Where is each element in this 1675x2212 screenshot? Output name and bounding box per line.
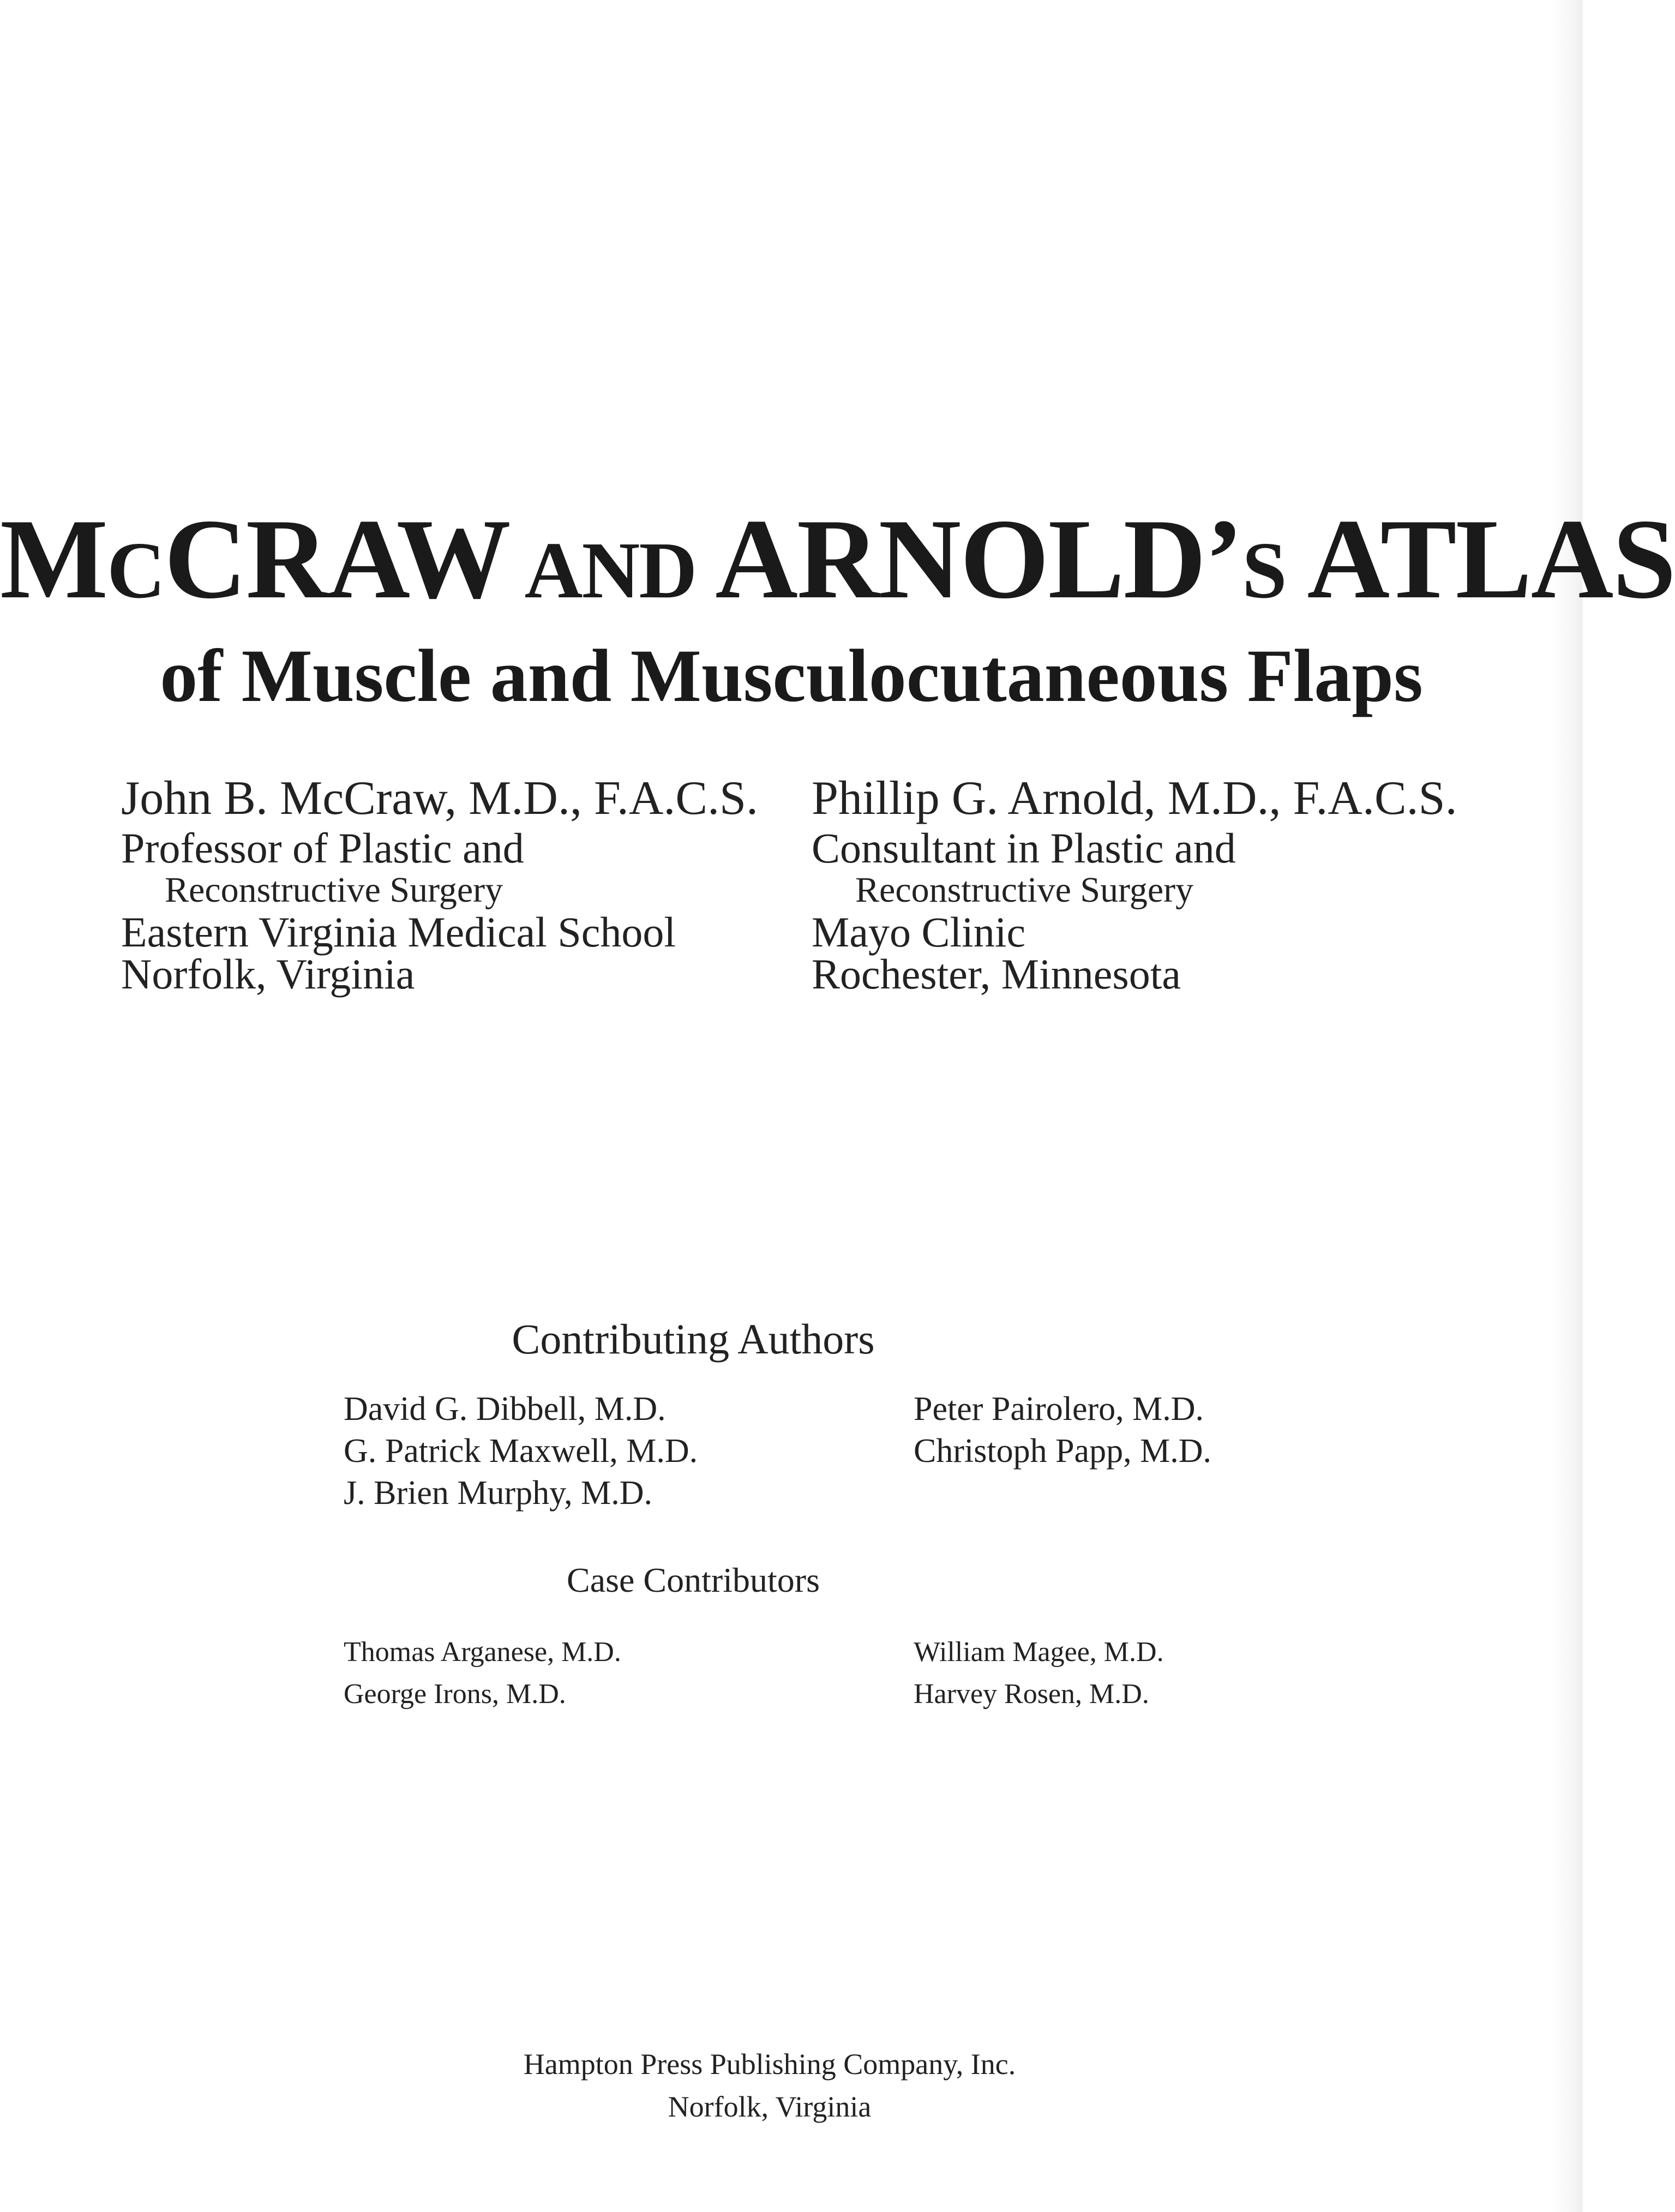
title-text-small-s: S: [1242, 526, 1286, 615]
contributing-authors-left-column: [344, 1388, 698, 1514]
author-block-arnold: [812, 772, 1457, 998]
publisher-name: Hampton Press Publishing Company, Inc.: [523, 2048, 1016, 2081]
title-text-m: M: [0, 496, 107, 622]
publisher-location: Norfolk, Virginia: [668, 2090, 872, 2123]
case-contributor-name: Thomas Arganese, M.D.: [344, 1636, 621, 1668]
contributor-name: Christoph Papp, M.D.: [914, 1432, 1211, 1470]
author-title-line: Reconstructive Surgery: [855, 870, 1194, 910]
author-name: Phillip G. Arnold, M.D., F.A.C.S.: [812, 772, 1457, 825]
publisher-block: [0, 2043, 1561, 2128]
author-title-line: Consultant in Plastic and: [812, 824, 1236, 872]
book-title-block: [0, 496, 1675, 717]
contributing-authors-right-column: [914, 1388, 1211, 1472]
author-name: John B. McCraw, M.D., F.A.C.S.: [121, 772, 759, 825]
contributor-name: J. Brien Murphy, M.D.: [344, 1474, 653, 1512]
contributor-name: G. Patrick Maxwell, M.D.: [344, 1432, 698, 1470]
contributing-authors-heading: Contributing Authors: [512, 1315, 875, 1363]
case-contributor-name: George Irons, M.D.: [344, 1679, 566, 1710]
author-location: Norfolk, Virginia: [121, 950, 415, 998]
case-contributors-heading: Case Contributors: [567, 1561, 820, 1599]
case-contributor-name: Harvey Rosen, M.D.: [914, 1679, 1149, 1710]
contributor-name: David G. Dibbell, M.D.: [344, 1390, 666, 1428]
title-text-arnold: ARNOLD’: [715, 496, 1242, 622]
author-block-mccraw: [121, 772, 759, 998]
title-text-craw: CRAW: [164, 496, 510, 622]
case-contributors-right-column: [914, 1631, 1164, 1715]
author-title-line: Professor of Plastic and: [121, 824, 524, 872]
page-edge-shadow: [1550, 0, 1583, 2212]
contributor-name: Peter Pairolero, M.D.: [914, 1390, 1204, 1428]
book-subtitle: of Muscle and Musculocutaneous Flaps: [160, 634, 1423, 717]
title-text-small-c: C: [107, 526, 165, 615]
book-title: [0, 496, 1675, 622]
author-title-line: Reconstructive Surgery: [165, 870, 503, 910]
case-contributors-left-column: [344, 1631, 621, 1715]
author-location: Rochester, Minnesota: [812, 950, 1181, 998]
case-contributor-name: William Magee, M.D.: [914, 1636, 1164, 1668]
author-institution: Eastern Virginia Medical School: [121, 908, 676, 956]
title-text-atlas: ATLAS: [1286, 496, 1675, 622]
title-text-and: AND: [509, 526, 716, 615]
author-institution: Mayo Clinic: [812, 908, 1026, 956]
